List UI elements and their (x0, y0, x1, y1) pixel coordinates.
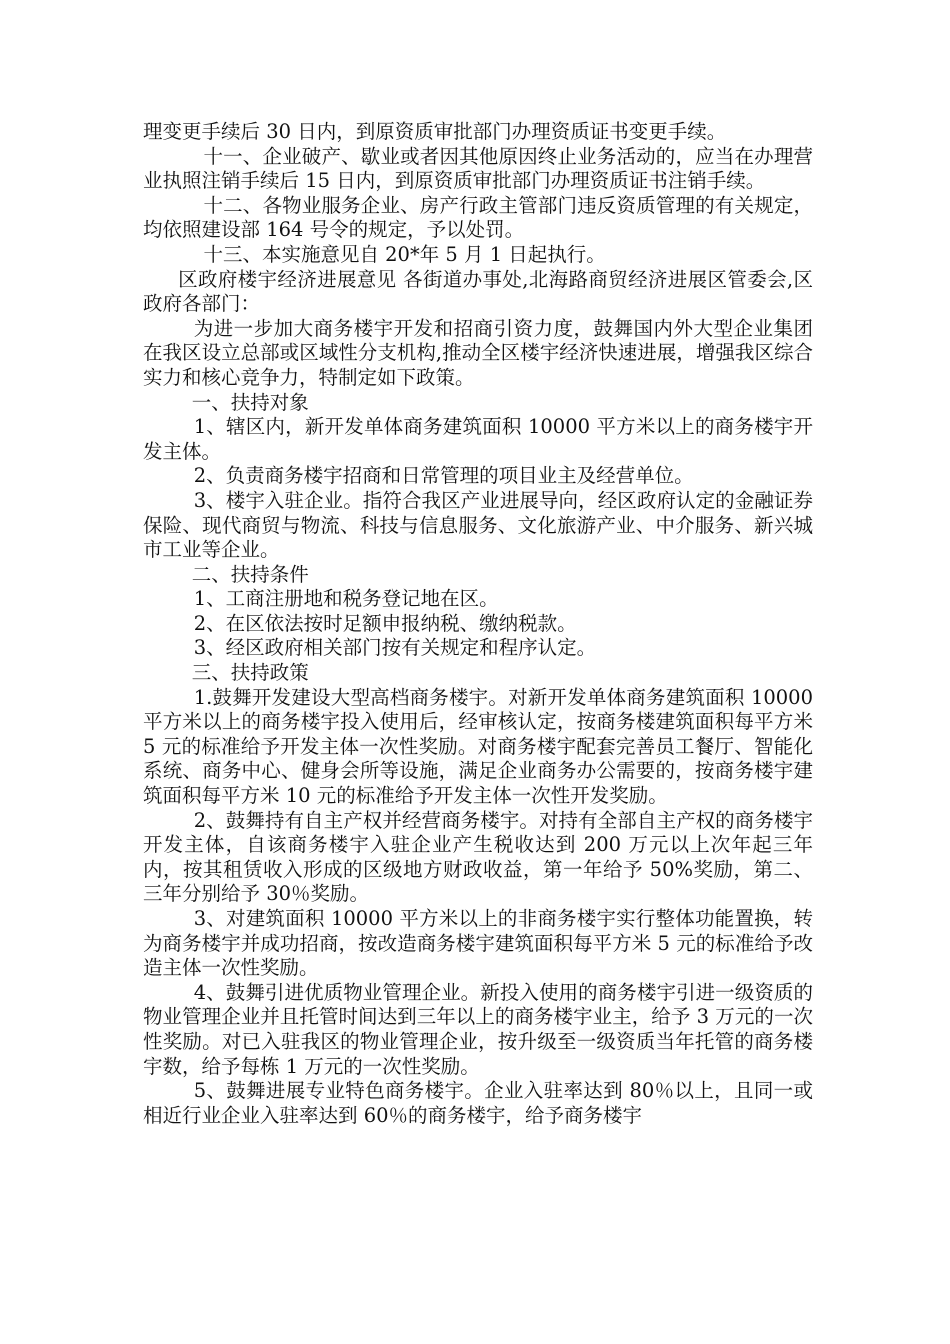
section-heading-2: 二、扶持条件 (191, 562, 309, 586)
paragraph-article-13: 十三、本实施意见自 20*年 5 月 1 日起执行。 (203, 242, 606, 266)
paragraph-item: 2、在区依法按时足额申报纳税、缴纳税款。 (193, 611, 577, 635)
section-heading-1: 一、扶持对象 (191, 390, 309, 414)
paragraph-policy: 4、鼓舞引进优质物业管理企业。新投入使用的商务楼宇引进一级资质的物业管理企业并且托管时间达到三年以上的商务楼宇业主，给予 3 万元的一次性奖励。对已入驻我区的物业管理企业，按升级至一级资质当年托管的商务楼宇数，给予每栋 1 万元的一次性奖励。 (143, 980, 813, 1078)
paragraph-policy: 5、鼓舞进展专业特色商务楼宇。企业入驻率达到 80％以上，且同一或相近行业企业入驻率达到 60％的商务楼宇，给予商务楼宇 (143, 1079, 813, 1127)
section-heading-3: 三、扶持政策 (191, 661, 309, 685)
paragraph-article-11: 十一、企业破产、歇业或者因其他原因终止业务活动的，应当在办理营业执照注销手续后 15 日内，到原资质审批部门办理资质证书注销手续。 (143, 144, 813, 193)
paragraph-item: 3、楼宇入驻企业。指符合我区产业进展导向，经区政府认定的金融证券保险、现代商贸与物流、科技与信息服务、文化旅游产业、中介服务、新兴城市工业等企业。 (143, 488, 813, 562)
document-page (143, 120, 813, 1128)
paragraph-item: 2、负责商务楼宇招商和日常管理的项目业主及经营单位。 (193, 464, 694, 488)
paragraph-intro: 为进一步加大商务楼宇开发和招商引资力度，鼓舞国内外大型企业集团在我区设立总部或区域性分支机构,推动全区楼宇经济快速进展，增强我区综合实力和核心竞争力，特制定如下政策。 (143, 316, 813, 389)
paragraph-continuation: 理变更手续后 30 日内，到原资质审批部门办理资质证书变更手续。 (143, 120, 727, 143)
paragraph-item: 1、工商注册地和税务登记地在区。 (193, 587, 499, 611)
paragraph-policy: 3、对建筑面积 10000 平方米以上的非商务楼宇实行整体功能置换，转为商务楼宇并成功招商，按改造商务楼宇建筑面积每平方米 5 元的标准给予改造主体一次性奖励。 (143, 907, 813, 980)
paragraph-policy: 1.鼓舞开发建设大型高档商务楼宇。对新开发单体商务建筑面积 10000 平方米以上的商务楼宇投入使用后，经审核认定，按商务楼建筑面积每平方米 5 元的标准给予开发主体一次性奖励。对商务楼宇配套完善员工餐厅、智能化系统、商务中心、健身会所等设施，满足企业商务办公需要的，按商务楼宇建筑面积每平方米 10 元的标准给予开发主体一次性开发奖励。 (143, 685, 813, 808)
paragraph-article-12: 十二、各物业服务企业、房产行政主管部门违反资质管理的有关规定，均依照建设部 164 号令的规定，予以处罚。 (143, 193, 813, 242)
paragraph-policy: 2、鼓舞持有自主产权并经营商务楼宇。对持有全部自主产权的商务楼宇开发主体，自该商务楼宇入驻企业产生税收达到 200 万元以上次年起三年内，按其租赁收入形成的区级地方财政收益，第一年给予 50%奖励，第二、三年分别给予 30％奖励。 (143, 808, 813, 906)
paragraph-item: 1、辖区内，新开发单体商务建筑面积 10000 平方米以上的商务楼宇开发主体。 (143, 415, 813, 463)
paragraph-notice-heading: 区政府楼宇经济进展意见 各街道办事处,北海路商贸经济进展区管委会,区政府各部门： (143, 267, 813, 316)
paragraph-item: 3、经区政府相关部门按有关规定和程序认定。 (193, 636, 597, 660)
